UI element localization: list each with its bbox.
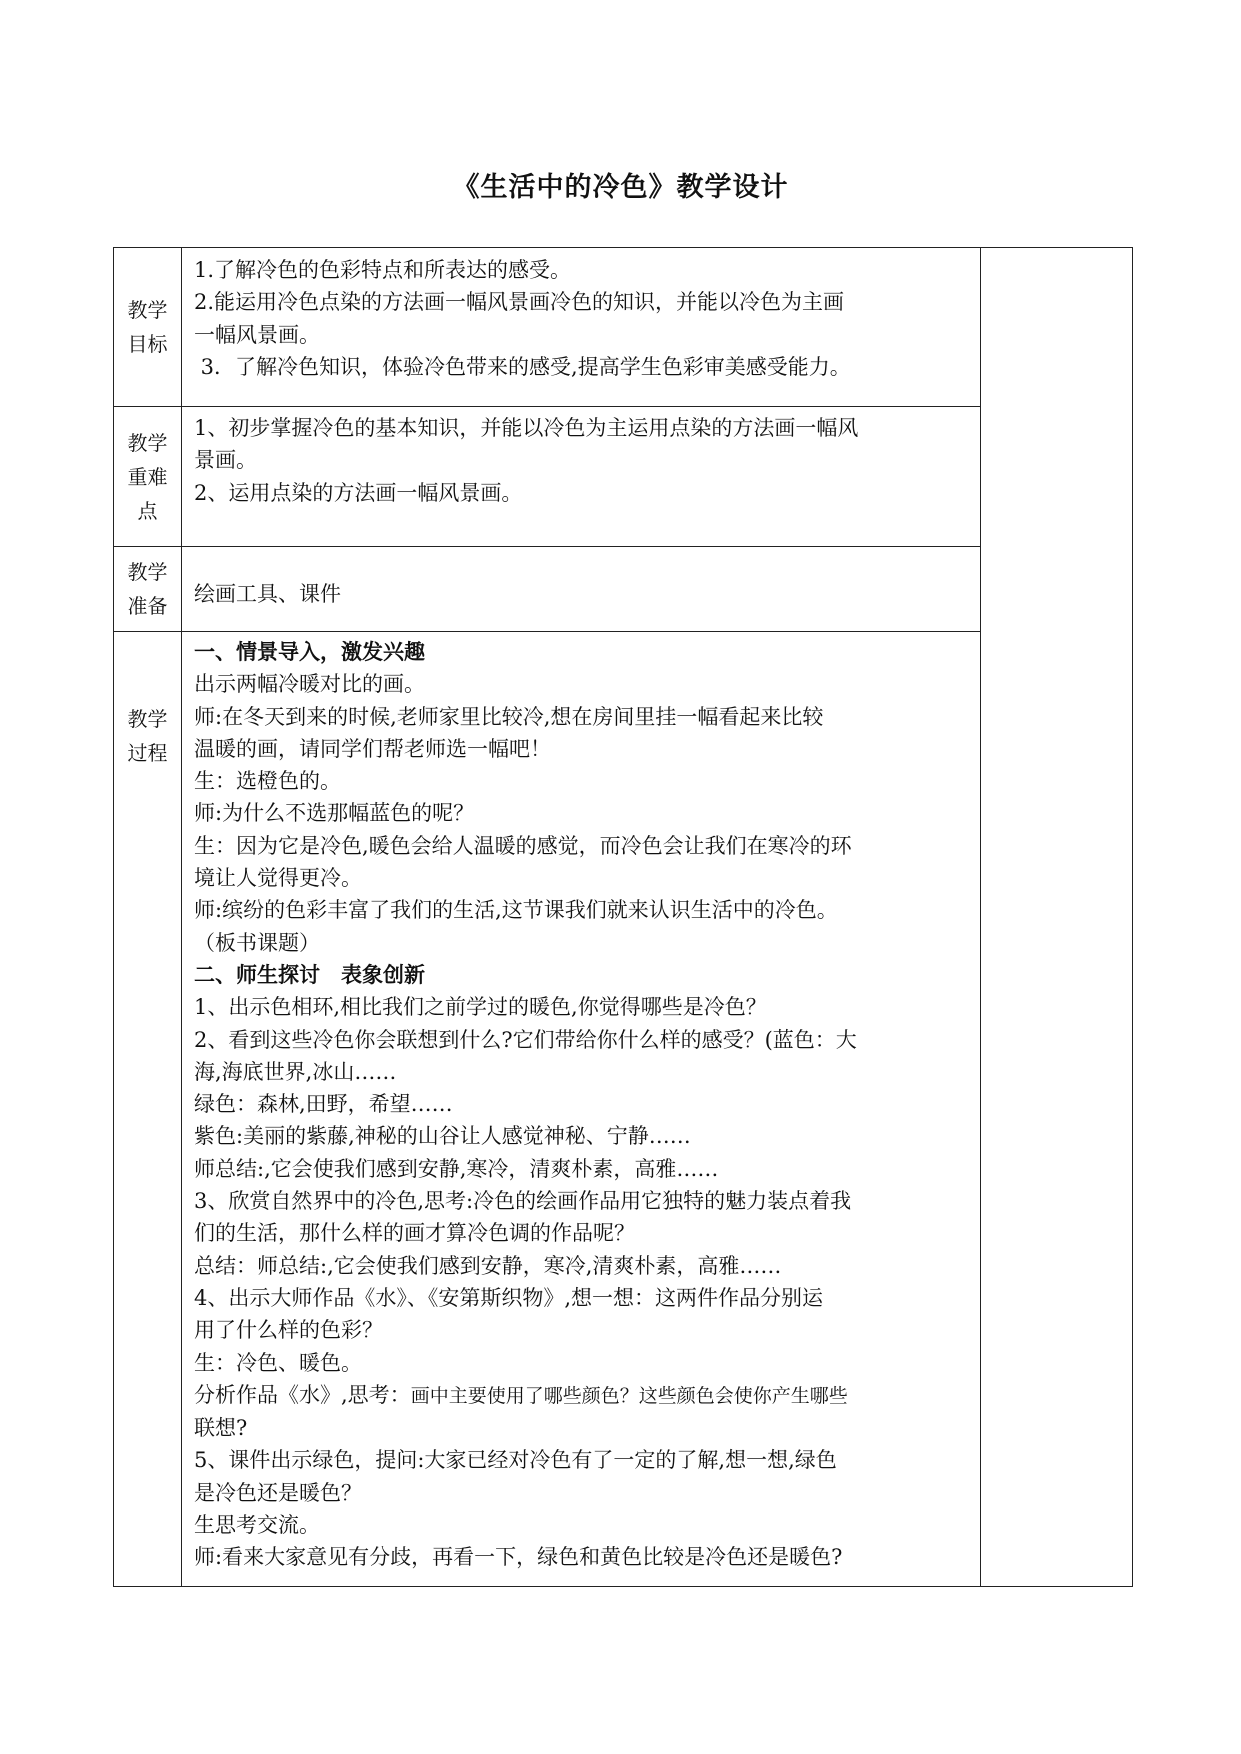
process-line: 师:为什么不选那幅蓝色的呢？ bbox=[194, 801, 475, 826]
process-row bbox=[114, 632, 1133, 1587]
preparation-text: 绘画工具、课件 bbox=[194, 581, 341, 606]
process-line: 海,海底世界,冰山…… bbox=[194, 1059, 397, 1084]
key-points-label: 教学 重难 点 bbox=[114, 407, 182, 547]
process-line: 们的生活，那什么样的画才算冷色调的作品呢？ bbox=[194, 1221, 635, 1246]
preparation-content bbox=[182, 547, 981, 632]
process-line: 师总结:,它会使我们感到安静,寒冷，清爽朴素，高雅…… bbox=[194, 1156, 719, 1181]
process-line: 紫色:美丽的紫藤,神秘的山谷让人感觉神秘、宁静…… bbox=[194, 1124, 691, 1149]
key-point-line: 1、初步掌握冷色的基本知识，并能以冷色为主运用点染的方法画一幅风 bbox=[194, 416, 859, 440]
key-point-line: 2、运用点染的方法画一幅风景画。 bbox=[194, 480, 523, 505]
process-content bbox=[182, 632, 981, 1587]
process-line: 2、看到这些冷色你会联想到什么?它们带给你什么样的感受？(蓝色：大 bbox=[194, 1027, 857, 1052]
process-line: 是冷色还是暖色？ bbox=[194, 1480, 362, 1505]
section-heading: 二、师生探讨 表象创新 bbox=[194, 962, 425, 987]
process-line: 师:看来大家意见有分歧，再看一下，绿色和黄色比较是冷色还是暖色? bbox=[194, 1545, 843, 1570]
objective-line: 3．了解冷色知识，体验冷色带来的感受,提高学生色彩审美感受能力。 bbox=[194, 354, 851, 379]
section1-body bbox=[194, 668, 972, 959]
process-line: 绿色：森林,田野，希望…… bbox=[194, 1092, 453, 1117]
analysis-question: 画中主要使用了哪些颜色？这些颜色会使你产生哪些 bbox=[410, 1384, 848, 1407]
process-label: 教学 过程 bbox=[114, 632, 182, 1587]
process-line: 生：选橙色的。 bbox=[194, 769, 341, 794]
process-line: 4、出示大师作品《水》、《安第斯织物》,想一想：这两件作品分别运 bbox=[194, 1285, 824, 1310]
objective-line: 1.了解冷色的色彩特点和所表达的感受。 bbox=[194, 258, 572, 282]
process-line: 3、欣赏自然界中的冷色,思考:冷色的绘画作品用它独特的魅力装点着我 bbox=[194, 1189, 852, 1214]
process-line: 5、课件出示绿色，提问:大家已经对冷色有了一定的了解,想一想,绿色 bbox=[194, 1448, 837, 1473]
lesson-plan-table bbox=[113, 247, 1133, 1587]
section-heading: 一、情景导入，激发兴趣 bbox=[194, 640, 425, 664]
analysis-prefix: 分析作品《水》,思考： bbox=[194, 1382, 411, 1407]
objectives-row bbox=[114, 248, 1133, 407]
process-line: 师:缤纷的色彩丰富了我们的生活,这节课我们就来认识生活中的冷色。 bbox=[194, 898, 838, 923]
objectives-label: 教学 目标 bbox=[114, 248, 182, 407]
key-points-row bbox=[114, 407, 1133, 547]
document-title: 《生活中的冷色》教学设计 bbox=[452, 172, 789, 203]
key-points-content bbox=[182, 407, 981, 547]
process-line: 1、出示色相环,相比我们之前学过的暖色,你觉得哪些是冷色？ bbox=[194, 995, 767, 1020]
notes-column bbox=[981, 248, 1133, 1587]
process-line: 师:在冬天到来的时候,老师家里比较冷,想在房间里挂一幅看起来比较 bbox=[194, 704, 824, 729]
process-line: 境让人觉得更冷。 bbox=[194, 866, 362, 891]
process-line bbox=[194, 1379, 972, 1412]
process-line: 用了什么样的色彩？ bbox=[194, 1318, 383, 1343]
preparation-row bbox=[114, 547, 1133, 632]
process-line: 生思考交流。 bbox=[194, 1513, 320, 1538]
process-line: 总结：师总结:,它会使我们感到安静，寒冷,清爽朴素，高雅…… bbox=[194, 1253, 782, 1278]
objective-line: 2.能运用冷色点染的方法画一幅风景画冷色的知识，并能以冷色为主画 bbox=[194, 290, 845, 315]
process-line: 出示两幅冷暖对比的画。 bbox=[194, 672, 425, 697]
objective-line: 一幅风景画。 bbox=[194, 322, 320, 347]
preparation-label: 教学 准备 bbox=[114, 547, 182, 632]
section2-body bbox=[194, 991, 972, 1573]
process-line: 温暖的画，请同学们帮老师选一幅吧！ bbox=[194, 736, 551, 761]
process-line: 生：冷色、暖色。 bbox=[194, 1350, 362, 1375]
process-line: 联想? bbox=[194, 1416, 248, 1441]
key-point-line: 景画。 bbox=[194, 448, 257, 473]
process-line: （板书课题） bbox=[194, 930, 320, 955]
process-line: 生：因为它是冷色,暖色会给人温暖的感觉，而冷色会让我们在寒冷的环 bbox=[194, 833, 852, 858]
objectives-content bbox=[182, 248, 981, 407]
